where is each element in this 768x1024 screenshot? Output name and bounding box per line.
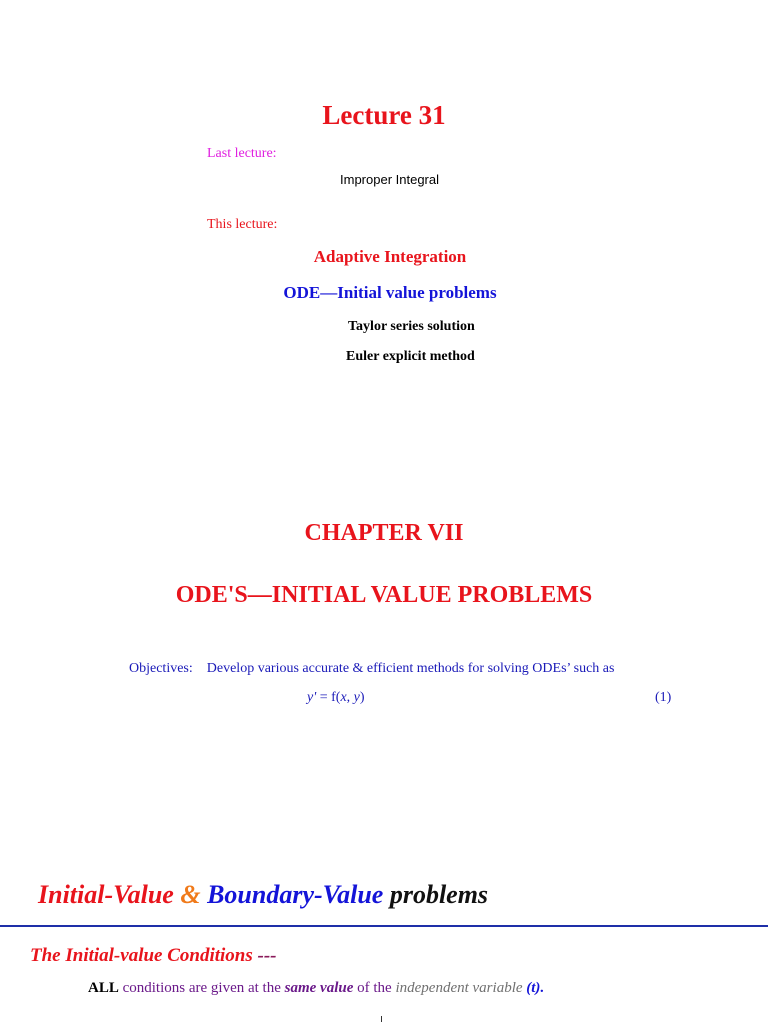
last-lecture-label: Last lecture: xyxy=(207,146,277,161)
ivc-heading-dashes: --- xyxy=(252,945,277,966)
equation-number: (1) xyxy=(655,690,672,705)
section-divider xyxy=(0,925,768,927)
objectives-text: Develop various accurate & efficient methods for solving ODEs’ such as xyxy=(206,661,615,676)
variable-t: (t) xyxy=(522,980,541,996)
initial-value-conditions-heading xyxy=(30,945,277,967)
this-lecture-subtopic: Euler explicit method xyxy=(346,349,475,364)
this-lecture-subtopic: Taylor series solution xyxy=(348,319,475,334)
last-lecture-topic: Improper Integral xyxy=(340,172,439,187)
independent-variable: independent variable xyxy=(395,980,523,996)
same-value: same value xyxy=(284,980,354,996)
this-lecture-label: This lecture: xyxy=(207,217,278,232)
equation-y: y xyxy=(353,690,360,705)
heading-initial-value: Initial-Value xyxy=(38,880,174,909)
this-lecture-topic: Adaptive Integration xyxy=(313,247,467,266)
heading-problems: problems xyxy=(383,880,489,909)
heading-ampersand: & xyxy=(173,880,208,909)
heading-boundary-value: Boundary-Value xyxy=(207,880,384,909)
section-heading xyxy=(38,880,488,910)
lecture-title: Lecture 31 xyxy=(322,100,446,130)
cut-off-mark xyxy=(381,1016,382,1022)
equation-close: ) xyxy=(359,690,365,705)
ivc-heading-text: The Initial-value Conditions xyxy=(30,945,253,966)
chapter-subtitle: ODE'S—INITIAL VALUE PROBLEMS xyxy=(175,582,593,608)
equation-x: x xyxy=(340,690,347,705)
all-conditions-line xyxy=(88,980,544,997)
all-text-2: of the xyxy=(353,980,396,996)
equation-comma: , xyxy=(346,690,354,705)
this-lecture-topic: ODE—Initial value problems xyxy=(283,283,497,302)
equation-eq: = f( xyxy=(316,690,341,705)
line-period: . xyxy=(540,980,545,996)
chapter-title: CHAPTER VII xyxy=(304,520,464,546)
objectives-line xyxy=(129,661,614,677)
all-text-1: conditions are given at the xyxy=(118,980,285,996)
objectives-label: Objectives: xyxy=(129,661,193,676)
equation-lhs: y' xyxy=(307,690,317,705)
all-word: ALL xyxy=(88,980,119,996)
ode-equation xyxy=(307,690,365,706)
